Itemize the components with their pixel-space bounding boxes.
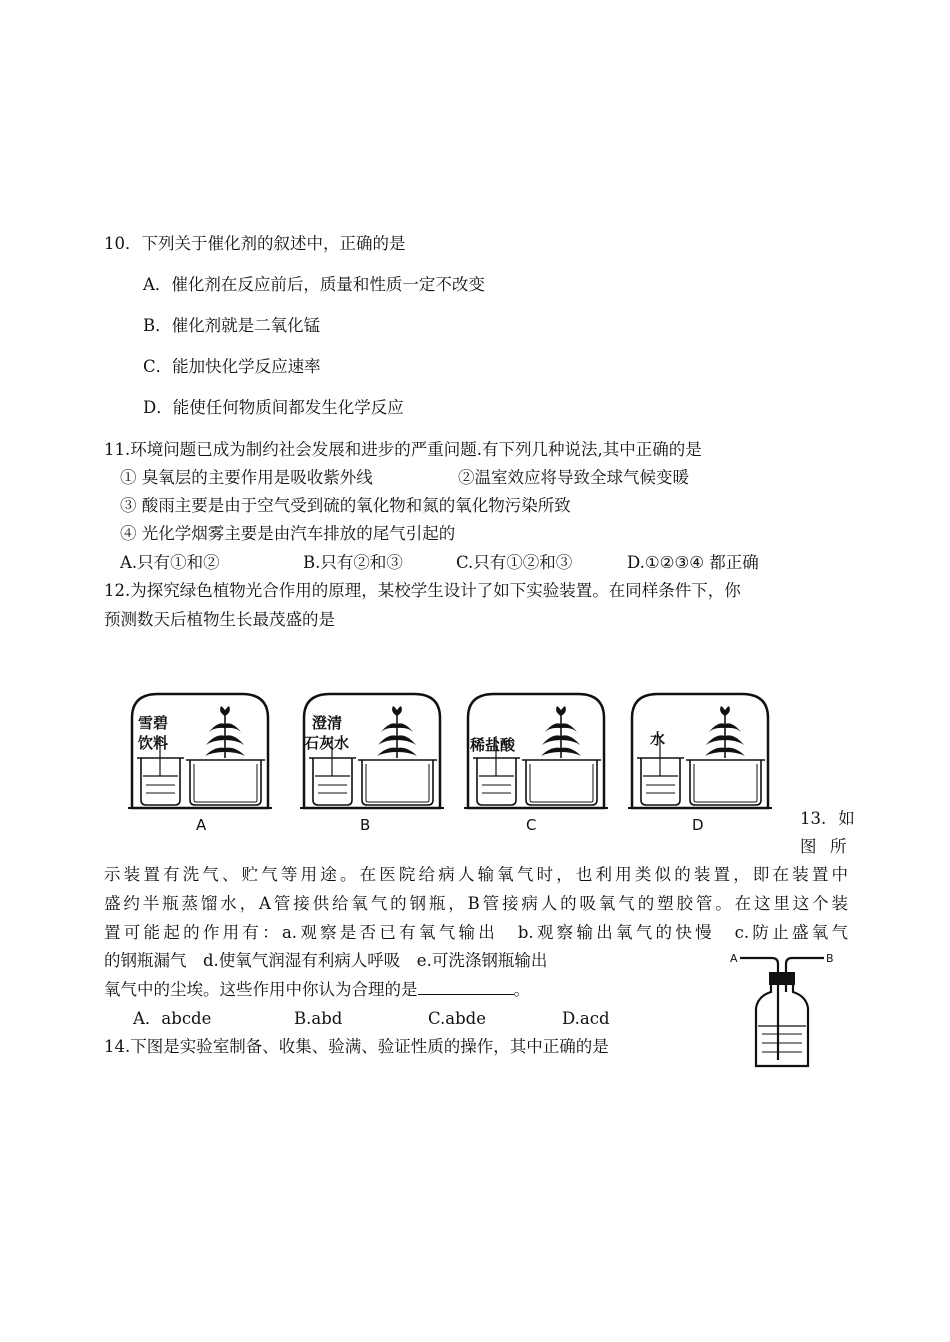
q13-text-line5-end: 。: [513, 980, 530, 999]
setup-d-liquid-line1: 水: [650, 730, 666, 748]
setup-c-liquid-line1: 稀盐酸: [470, 736, 516, 754]
q13-word-suo: 所: [830, 837, 847, 856]
q10-stem: 10．下列关于催化剂的叙述中，正确的是: [104, 234, 406, 253]
q11-option-c: C.只有①②和③: [456, 553, 573, 572]
q11-option-d: D.①②③④ 都正确: [627, 553, 759, 572]
setup-a: [128, 694, 272, 834]
stopper: [769, 972, 795, 985]
setup-b: [300, 694, 444, 834]
tube-a-label: A: [730, 952, 738, 965]
setup-b-liquid-line2: 石灰水: [304, 734, 350, 752]
q11-option-b: B.只有②和③: [303, 553, 403, 572]
q11-statement-4: ④ 光化学烟雾主要是由汽车排放的尾气引起的: [120, 524, 456, 543]
q10-option-c: C．能加快化学反应速率: [143, 357, 321, 376]
q14-stem: 14.下图是实验室制备、收集、验满、验证性质的操作，其中正确的是: [104, 1037, 609, 1056]
q13-option-b: B.abd: [294, 1009, 343, 1028]
gas-washing-bottle-figure: [728, 948, 838, 1073]
q11-statement-1: ① 臭氧层的主要作用是吸收紫外线: [120, 468, 373, 487]
q10-option-b: B．催化剂就是二氧化锰: [143, 316, 321, 335]
q13-answer-blank: [418, 980, 514, 995]
q13-text-line4: 的钢瓶漏气 d.使氧气润湿有利病人呼吸 e.可洗涤钢瓶输出: [104, 951, 548, 970]
setup-c-label: C: [526, 816, 537, 834]
q13-text-line5: [104, 979, 530, 1001]
setup-d-label: D: [692, 816, 704, 834]
q13-word-tu: 图: [800, 837, 817, 856]
setup-a-label: A: [196, 816, 207, 834]
q13-text-line3: 置可能起的作用有：a.观察是否已有氧气输出 b.观察输出氧气的快慢 c.防止盛氧气: [104, 923, 848, 942]
q13-word-ru: 如: [838, 809, 855, 828]
q12-stem-line1: 12.为探究绿色植物光合作用的原理，某校学生设计了如下实验装置。在同样条件下，你: [104, 581, 741, 600]
setup-b-label: B: [360, 816, 371, 834]
setup-a-liquid-line1: 雪碧: [138, 714, 169, 732]
setup-d: [628, 694, 772, 834]
q13-text-line5-main: 氧气中的尘埃。这些作用中你认为合理的是: [104, 980, 418, 999]
setup-c: [464, 694, 608, 834]
setup-a-liquid-line2: 饮料: [138, 734, 169, 752]
q13-option-a: A．abcde: [133, 1009, 212, 1028]
q11-statement-3: ③ 酸雨主要是由于空气受到硫的氧化物和氮的氧化物污染所致: [120, 496, 571, 515]
q12-stem-line2: 预测数天后植物生长最茂盛的是: [104, 610, 335, 629]
q11-statement-2: ②温室效应将导致全球气候变暖: [458, 468, 689, 487]
q13-number-text: 13.: [800, 809, 827, 828]
q12-experiment-figure: [124, 684, 804, 834]
q13-option-c: C.abde: [428, 1009, 487, 1028]
q10-option-a: A．催化剂在反应前后，质量和性质一定不改变: [143, 275, 485, 294]
q13-option-d: D.acd: [562, 1009, 610, 1028]
tube-b-label: B: [826, 952, 834, 965]
q10-option-d: D．能使任何物质间都发生化学反应: [143, 398, 404, 417]
q13-text-line1: 示装置有洗气、贮气等用途。在医院给病人输氧气时，也利用类似的装置，即在装置中: [104, 865, 848, 884]
q11-stem: 11.环境问题已成为制约社会发展和进步的严重问题.有下列几种说法,其中正确的是: [104, 440, 702, 459]
q13-text-line2: 盛约半瓶蒸馏水，A管接供给氧气的钢瓶，B管接病人的吸氧气的塑胶管。在这里这个装: [104, 894, 848, 913]
q11-option-a: A.只有①和②: [120, 553, 220, 572]
setup-b-liquid-line1: 澄清: [312, 714, 343, 732]
q13-number: [800, 808, 855, 830]
